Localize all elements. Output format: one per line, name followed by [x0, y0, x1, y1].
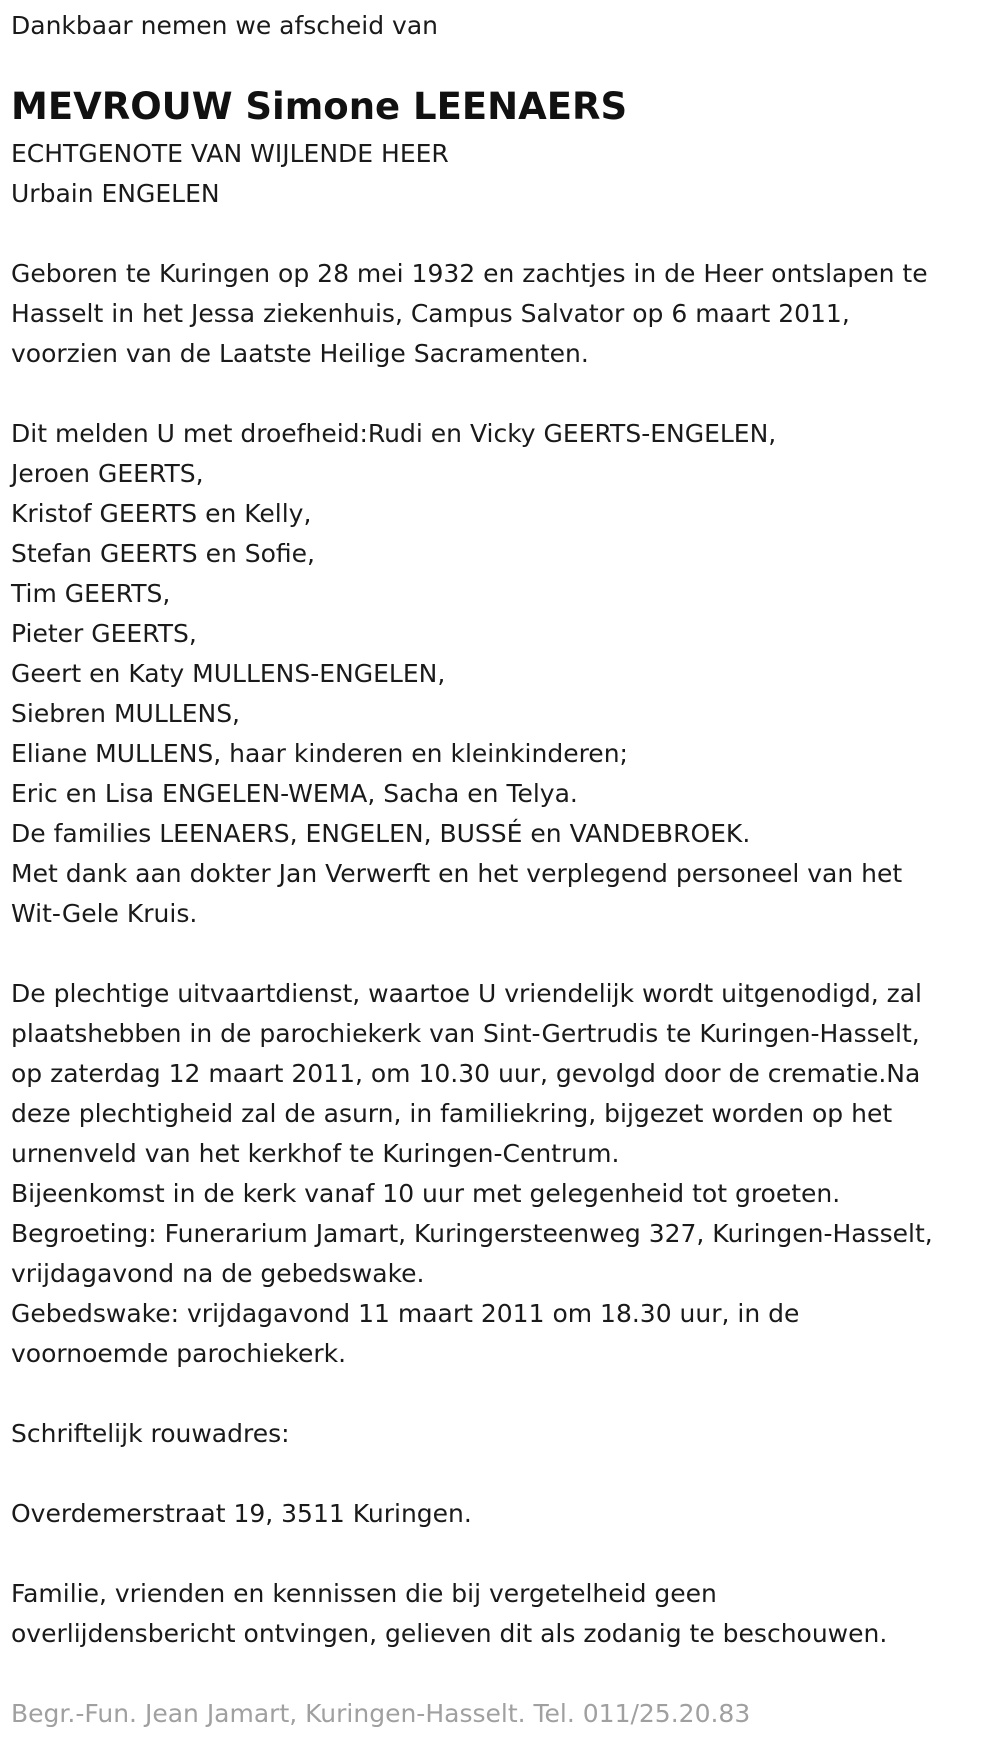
intro-line: Dankbaar nemen we afscheid van	[11, 11, 438, 40]
mourner-line: De families LEENAERS, ENGELEN, BUSSÉ en VANDEBROEK.	[11, 819, 751, 848]
mourner-line: Eric en Lisa ENGELEN-WEMA, Sacha en Telya.	[11, 779, 578, 808]
mourner-line: Eliane MULLENS, haar kinderen en kleinkinderen;	[11, 739, 628, 768]
mourner-line: Wit-Gele Kruis.	[11, 899, 198, 928]
spouse-line: ECHTGENOTE VAN WIJLENDE HEER	[11, 139, 449, 168]
service-line: Bijeenkomst in de kerk vanaf 10 uur met gelegenheid tot groeten.	[11, 1179, 841, 1208]
funeral-home-footer: Begr.-Fun. Jean Jamart, Kuringen-Hasselt. Tel. 011/25.20.83	[11, 1699, 751, 1728]
service-section	[11, 974, 933, 1374]
notice-line: overlijdensbericht ontvingen, gelieven dit als zodanig te beschouwen.	[11, 1619, 888, 1648]
notice-line: Familie, vrienden en kennissen die bij vergetelheid geen	[11, 1579, 717, 1608]
spacer	[11, 374, 933, 414]
spouse-section	[11, 134, 933, 214]
mourners-section	[11, 414, 933, 934]
service-line: voornoemde parochiekerk.	[11, 1339, 347, 1368]
service-line: Begroeting: Funerarium Jamart, Kuringersteenweg 327, Kuringen-Hasselt,	[11, 1219, 933, 1248]
spouse-line: Urbain ENGELEN	[11, 179, 220, 208]
spacer	[11, 1654, 933, 1694]
address-label: Schriftelijk rouwadres:	[11, 1419, 290, 1448]
mourning-address: Overdemerstraat 19, 3511 Kuringen.	[11, 1499, 472, 1528]
spacer	[11, 1534, 933, 1574]
mourner-line: Tim GEERTS,	[11, 579, 171, 608]
mourner-line: Met dank aan dokter Jan Verwerft en het verplegend personeel van het	[11, 859, 903, 888]
service-line: vrijdagavond na de gebedswake.	[11, 1259, 425, 1288]
mourner-line: Geert en Katy MULLENS-ENGELEN,	[11, 659, 446, 688]
mourner-line: Stefan GEERTS en Sofie,	[11, 539, 315, 568]
service-line: De plechtige uitvaartdienst, waartoe U vriendelijk wordt uitgenodigd, zal	[11, 979, 922, 1008]
deceased-name: MEVROUW Simone LEENAERS	[11, 85, 628, 128]
service-line: deze plechtigheid zal de asurn, in familiekring, bijgezet worden op het	[11, 1099, 893, 1128]
birth-death-line: Hasselt in het Jessa ziekenhuis, Campus Salvator op 6 maart 2011,	[11, 299, 850, 328]
mourner-line: Kristof GEERTS en Kelly,	[11, 499, 312, 528]
service-line: plaatshebben in de parochiekerk van Sint-Gertrudis te Kuringen-Hasselt,	[11, 1019, 920, 1048]
spacer	[11, 1374, 933, 1414]
birth-death-line: voorzien van de Laatste Heilige Sacramenten.	[11, 339, 589, 368]
service-line: op zaterdag 12 maart 2011, om 10.30 uur, gevolgd door de crematie.Na	[11, 1059, 921, 1088]
obituary-body	[11, 134, 933, 1734]
spacer	[11, 1454, 933, 1494]
service-line: urnenveld van het kerkhof te Kuringen-Centrum.	[11, 1139, 620, 1168]
mourner-line: Pieter GEERTS,	[11, 619, 197, 648]
mourner-line: Jeroen GEERTS,	[11, 459, 204, 488]
birth-death-section	[11, 254, 933, 374]
spacer	[11, 934, 933, 974]
spacer	[11, 214, 933, 254]
notice-section	[11, 1574, 933, 1654]
birth-death-line: Geboren te Kuringen op 28 mei 1932 en zachtjes in de Heer ontslapen te	[11, 259, 928, 288]
mourner-line: Dit melden U met droefheid:Rudi en Vicky GEERTS-ENGELEN,	[11, 419, 777, 448]
service-line: Gebedswake: vrijdagavond 11 maart 2011 om 18.30 uur, in de	[11, 1299, 800, 1328]
mourner-line: Siebren MULLENS,	[11, 699, 241, 728]
